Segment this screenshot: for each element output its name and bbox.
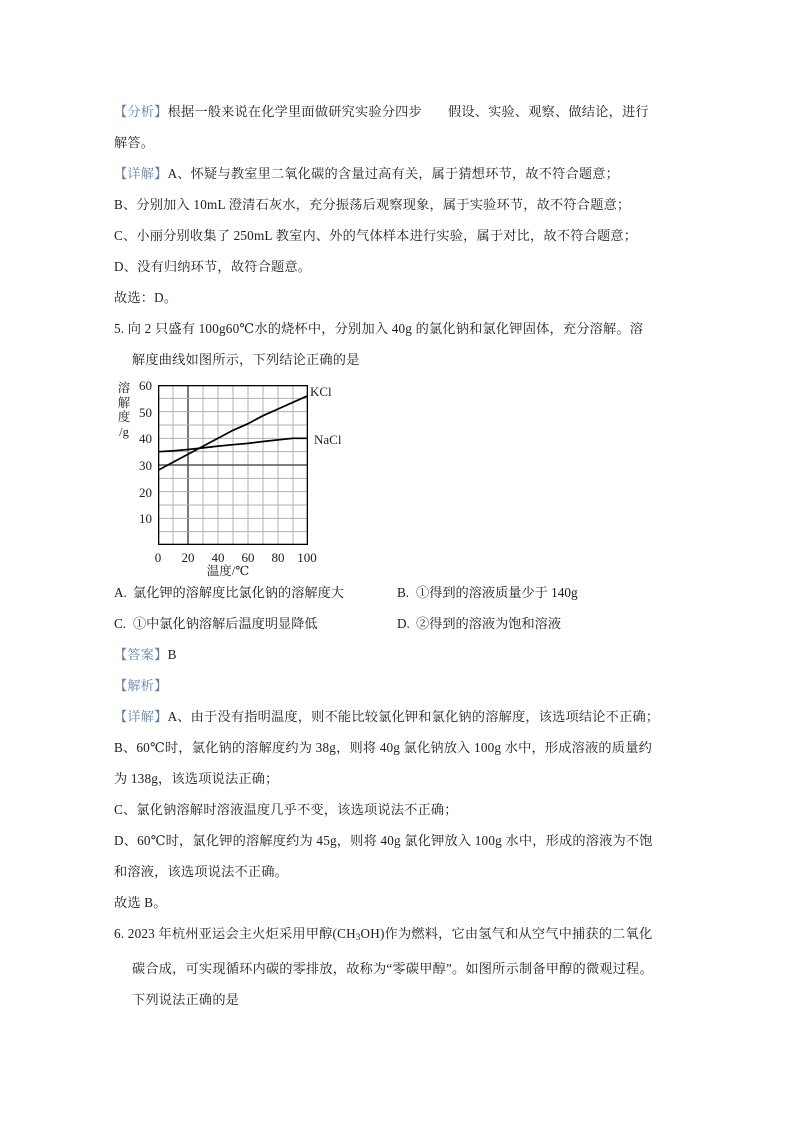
detail-item-c: C、小丽分别收集了 250mL 教室内、外的气体样本进行实验，属于对比，故不符合题意； bbox=[114, 228, 638, 243]
chart-y-tick-20: 20 bbox=[139, 484, 152, 500]
question-5-answer-line bbox=[114, 639, 680, 670]
option-a-letter: A. bbox=[114, 585, 127, 600]
explain-tag: 【解析】 bbox=[114, 678, 168, 693]
question-6-text-a: 2023 年杭州亚运会主火炬采用甲醇 bbox=[127, 926, 333, 941]
option-a-text: 氯化钾的溶解度比氯化钠的溶解度大 bbox=[133, 585, 344, 600]
chart-x-tick-40: 40 bbox=[211, 550, 225, 565]
chart-svg bbox=[158, 385, 308, 545]
analysis-text-part1: 根据一般来说在化学里面做研究实验分四步 bbox=[167, 104, 422, 119]
chart-x-tick-20: 20 bbox=[181, 550, 195, 565]
analysis-line-1 bbox=[114, 96, 680, 127]
option-d-text: ②得到的溶液为饱和溶液 bbox=[416, 616, 562, 631]
document-content bbox=[114, 96, 680, 1015]
detail-item-d: D、没有归纳环节，故符合题意。 bbox=[114, 259, 312, 274]
question-5-explain-line bbox=[114, 670, 680, 701]
question-5-answer-block bbox=[114, 639, 680, 918]
question-5 bbox=[114, 313, 680, 375]
formula-close: OH) bbox=[360, 926, 385, 941]
option-c-text: ①中氯化钠溶解后温度明显降低 bbox=[133, 616, 318, 631]
question-5-detail-a bbox=[114, 701, 680, 732]
chart-y-axis-label-char-0: 溶 bbox=[117, 381, 131, 395]
chart-label-kcl: KCl bbox=[310, 384, 332, 399]
detail-item-a bbox=[114, 158, 680, 189]
question-5-detail-d-2: 和溶液，该选项说法不正确。 bbox=[114, 864, 289, 879]
analysis-tag: 【分析】 bbox=[114, 104, 168, 119]
question-6-text-b: 作为燃料，它由氢气和从空气中捕获的二氧化 bbox=[384, 926, 653, 941]
option-c-letter: C. bbox=[114, 616, 127, 631]
chart-y-axis-label-char-1: 解 bbox=[117, 395, 131, 410]
analysis-paragraph bbox=[114, 96, 680, 158]
chart-x-tick-0: 0 bbox=[154, 550, 162, 565]
detail-paragraph bbox=[114, 158, 680, 313]
question-5-detail-d-1: D、60℃时，氯化钾的溶解度约为 45g，则将 40g 氯化钾放入 100g 水中，形成的溶液为不饱 bbox=[114, 833, 653, 848]
chart-y-tick-30: 30 bbox=[139, 458, 152, 473]
question-5-option-b[interactable] bbox=[397, 577, 680, 608]
chart-y-tick-10: 10 bbox=[139, 511, 152, 527]
chart-y-axis-label-char-2: 度 bbox=[117, 410, 131, 425]
chart-x-axis-label: 温度/℃ bbox=[206, 564, 250, 578]
question-5-option-a[interactable] bbox=[114, 577, 397, 608]
question-5-detail-b-1: B、60℃时，氯化钠的溶解度约为 38g，则将 40g 氯化钠放入 100g 水中，形成溶液的质量约 bbox=[114, 740, 652, 755]
option-b-text: ①得到的溶液质量少于 140g bbox=[416, 585, 578, 600]
question-5-detail-tag: 【详解】 bbox=[114, 709, 168, 724]
question-6-formula bbox=[333, 926, 385, 941]
chart-x-tick-80: 80 bbox=[271, 550, 285, 565]
question-6-line-1 bbox=[114, 918, 680, 953]
question-5-stem-line-2: 解度曲线如图所示，下列结论正确的是 bbox=[132, 352, 360, 367]
question-6-number: 6. bbox=[114, 926, 125, 941]
formula-open: (CH bbox=[332, 926, 356, 941]
question-5-option-c[interactable] bbox=[114, 608, 397, 639]
chart-y-tick-40: 40 bbox=[139, 431, 152, 447]
question-6 bbox=[114, 918, 680, 1015]
question-5-number: 5. bbox=[114, 321, 125, 336]
question-5-detail-c: C、氯化钠溶解时溶液温度几乎不变，该选项说法不正确； bbox=[114, 802, 458, 817]
question-5-stem-line-1 bbox=[114, 313, 680, 344]
question-5-detail-a-text: A、由于没有指明温度，则不能比较氯化钾和氯化钠的溶解度，该选项结论不正确； bbox=[167, 709, 660, 724]
chart-plot-area bbox=[158, 385, 308, 545]
chart-y-tick-60: 60 bbox=[139, 378, 152, 393]
question-5-option-d[interactable] bbox=[397, 608, 680, 639]
chart-x-tick-100: 100 bbox=[297, 550, 317, 565]
chart-y-axis-label-char-3: /g bbox=[119, 424, 129, 439]
detail-item-b: B、分别加入 10mL 澄清石灰水，充分振荡后观察现象，属于实验环节，故不符合题意； bbox=[114, 197, 631, 212]
analysis-text-part2: 假设、实验、观察、做结论，进行 bbox=[447, 104, 649, 119]
question-6-line-2: 碳合成，可实现循环内碳的零排放，故称为“零碳甲醇”。如图所示制备甲醇的微观过程。 bbox=[132, 960, 653, 976]
answer-value: B bbox=[167, 647, 177, 662]
question-5-stem-text-1: 向 2 只盛有 100g60℃水的烧杯中，分别加入 40g 的氯化钠和氯化钾固体，充分溶解。溶 bbox=[127, 321, 644, 336]
detail-tag: 【详解】 bbox=[114, 166, 168, 181]
formula-subscript: 3 bbox=[355, 931, 361, 942]
question-5-options-row-2 bbox=[114, 608, 680, 639]
question-5-detail-b-2: 为 138g，该选项说法正确； bbox=[114, 771, 279, 786]
question-5-options-row-1 bbox=[114, 577, 680, 608]
analysis-line-2: 解答。 bbox=[114, 135, 155, 150]
answer-tag: 【答案】 bbox=[114, 647, 168, 662]
question-6-line-3: 下列说法正确的是 bbox=[132, 991, 240, 1007]
question-5-detail-conclusion: 故选 B。 bbox=[114, 895, 167, 910]
question-5-options bbox=[114, 577, 680, 639]
chart-label-nacl: NaCl bbox=[314, 432, 342, 447]
detail-conclusion: 故选：D。 bbox=[114, 290, 178, 305]
detail-item-a-text: A、怀疑与教室里二氧化碳的含量过高有关，属于猜想环节，故不符合题意； bbox=[167, 166, 620, 181]
solubility-chart-figure bbox=[116, 378, 356, 578]
option-d-letter: D. bbox=[397, 616, 410, 631]
chart-y-tick-50: 50 bbox=[139, 404, 152, 420]
chart-x-tick-60: 60 bbox=[241, 550, 255, 565]
option-b-letter: B. bbox=[397, 585, 410, 600]
